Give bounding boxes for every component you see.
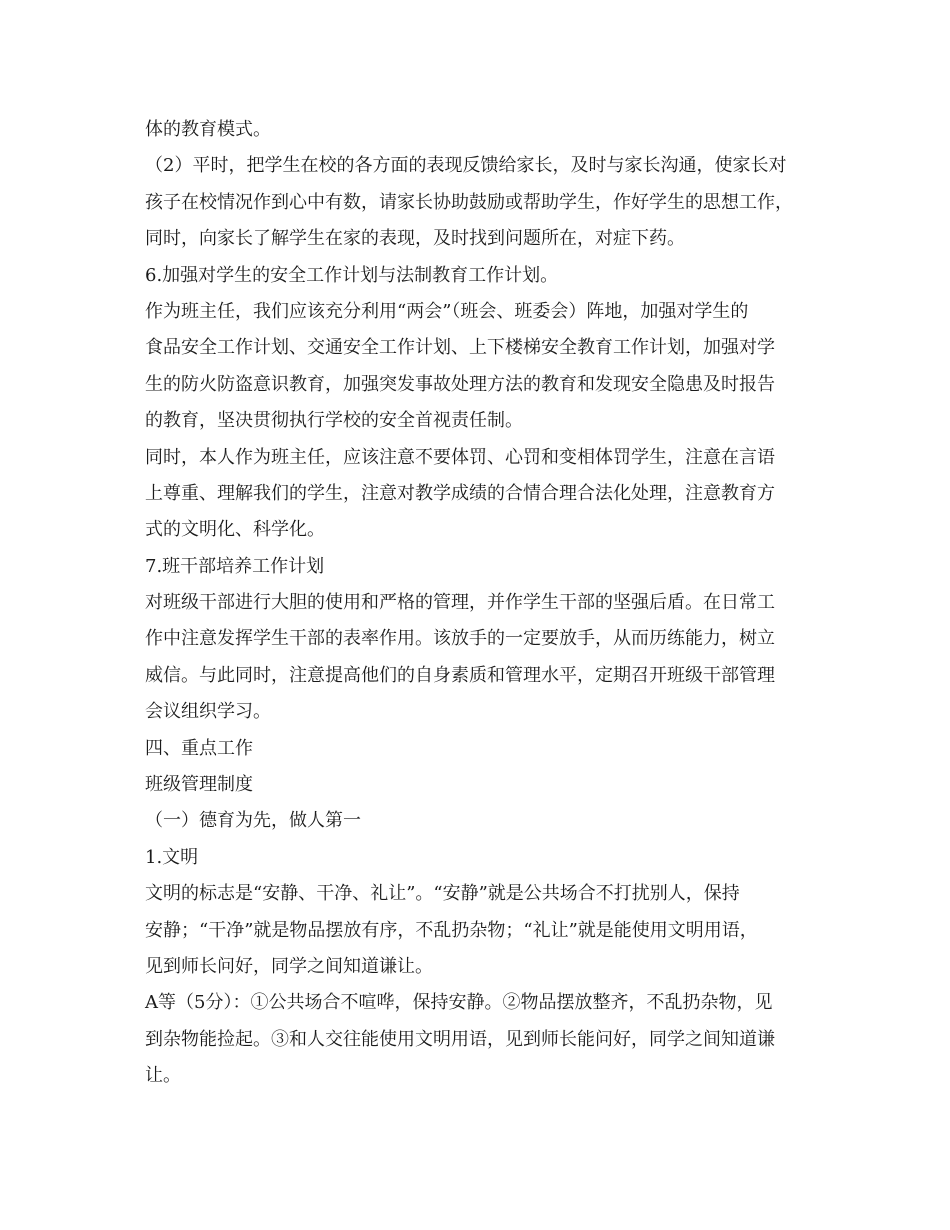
- text-line: 同时，本人作为班主任，应该注意不要体罚、心罚和变相体罚学生，注意在言语: [145, 446, 775, 468]
- document-body: [145, 112, 810, 1095]
- text-line: 孩子在校情况作到心中有数，请家长协助鼓励或帮助学生，作好学生的思想工作，: [145, 191, 793, 213]
- text-line: 对班级干部进行大胆的使用和严格的管理，并作学生干部的坚强后盾。在日常工: [145, 592, 775, 614]
- text-line: 安静；“干净”就是物品摆放有序，不乱扔杂物；“礼让”就是能使用文明用语，: [145, 919, 758, 941]
- text-line: 文明的标志是“安静、干净、礼让”。“安静”就是公共场合不打扰别人，保持: [145, 883, 740, 905]
- text-line: 威信。与此同时，注意提高他们的自身素质和管理水平，定期召开班级干部管理: [145, 664, 775, 686]
- section-heading: 7.班干部培养工作计划: [145, 555, 325, 577]
- text-line: 生的防火防盗意识教育，加强突发事故处理方法的教育和发现安全隐患及时报告: [145, 373, 775, 395]
- text-line: 食品安全工作计划、交通安全工作计划、上下楼梯安全教育工作计划，加强对学: [145, 337, 775, 359]
- text-line: 作中注意发挥学生干部的表率作用。该放手的一定要放手，从而历练能力，树立: [145, 628, 775, 650]
- section-heading: 四、重点工作: [145, 737, 253, 759]
- section-heading: 6.加强对学生的安全工作计划与法制教育工作计划。: [145, 264, 559, 286]
- text-line: 会议组织学习。: [145, 701, 271, 723]
- text-line: A等（5分）：①公共场合不喧哗，保持安静。②物品摆放整齐，不乱扔杂物，见: [145, 992, 773, 1014]
- text-line: 到杂物能捡起。③和人交往能使用文明用语，见到师长能问好，同学之间知道谦: [145, 1028, 775, 1050]
- subsection-heading: （一）德育为先，做人第一: [145, 810, 361, 832]
- text-line: （2）平时，把学生在校的各方面的表现反馈给家长，及时与家长沟通，使家长对: [145, 155, 787, 177]
- subsection-heading: 1.文明: [145, 846, 199, 868]
- text-line: 体的教育模式。: [145, 119, 271, 140]
- text-line: 的教育，坚决贯彻执行学校的安全首视责任制。: [145, 410, 523, 432]
- text-line: 见到师长问好，同学之间知道谦让。: [145, 955, 433, 977]
- text-line: 让。: [145, 1065, 181, 1087]
- text-line: 上尊重、理解我们的学生，注意对教学成绩的合情合理合法化处理，注意教育方: [145, 482, 775, 504]
- text-line: 作为班主任，我们应该充分利用“两会”（班会、班委会）阵地，加强对学生的: [145, 300, 749, 322]
- subsection-heading: 班级管理制度: [145, 774, 253, 796]
- text-line: 式的文明化、科学化。: [145, 519, 325, 541]
- text-line: 同时，向家长了解学生在家的表现，及时找到问题所在，对症下药。: [145, 228, 685, 250]
